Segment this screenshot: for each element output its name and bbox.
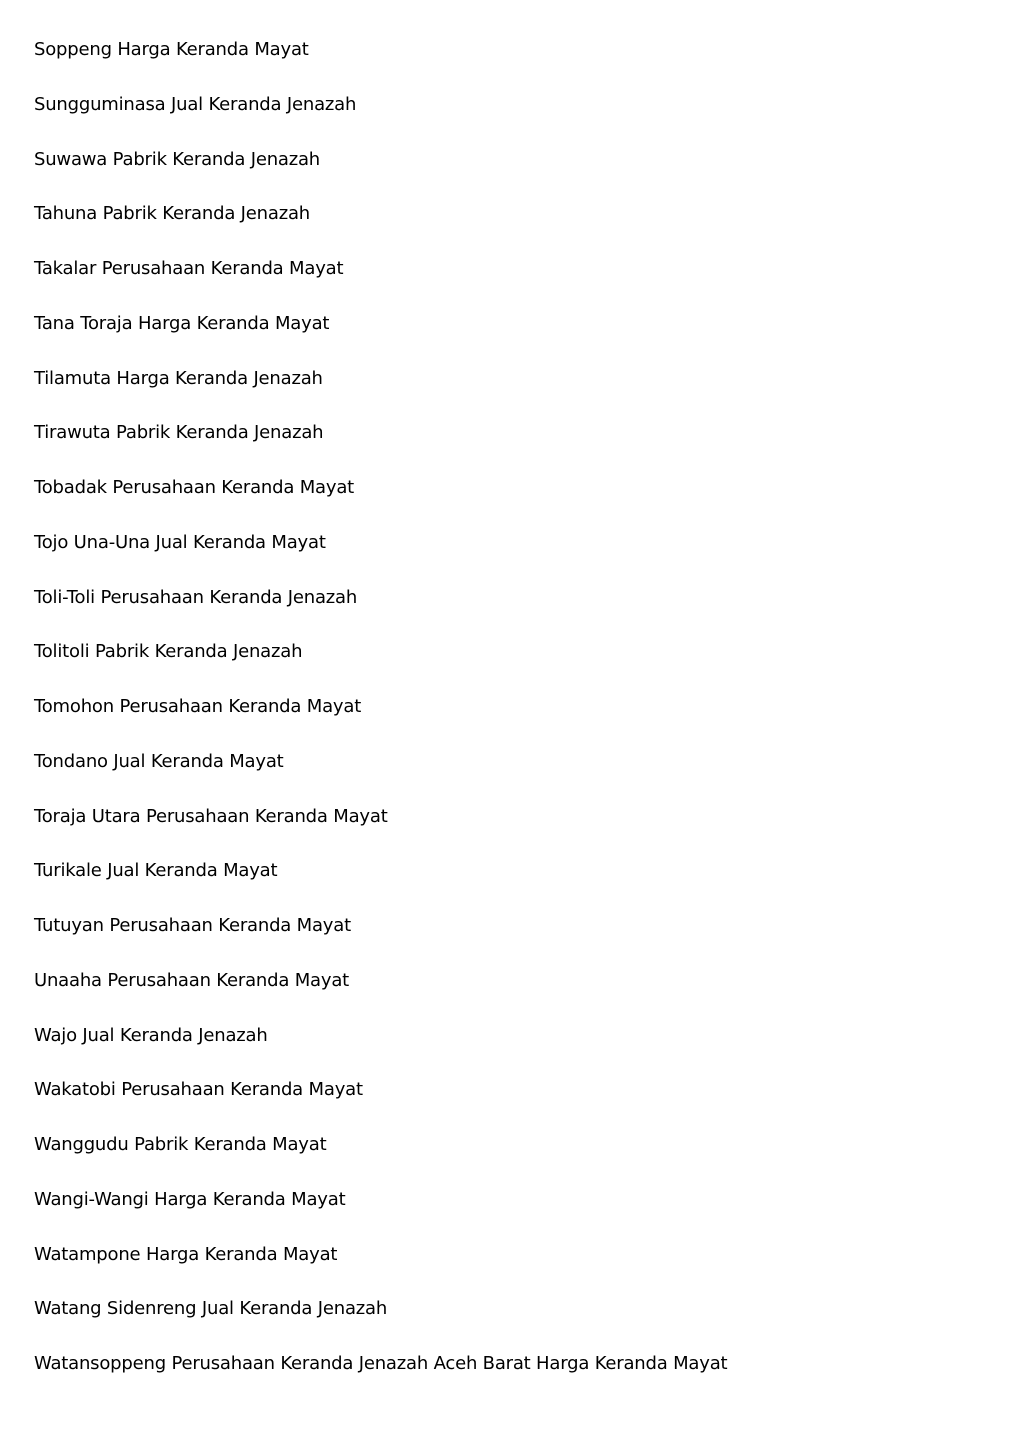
- text-line: Turikale Jual Keranda Mayat: [34, 860, 278, 882]
- text-line: Suwawa Pabrik Keranda Jenazah: [34, 148, 321, 170]
- text-line: Soppeng Harga Keranda Mayat: [34, 39, 309, 60]
- text-line: Tirawuta Pabrik Keranda Jenazah: [34, 422, 324, 444]
- text-line: Watang Sidenreng Jual Keranda Jenazah: [34, 1298, 388, 1320]
- text-line: Watampone Harga Keranda Mayat: [34, 1243, 338, 1265]
- text-line: Wajo Jual Keranda Jenazah: [34, 1024, 268, 1046]
- text-line: Tobadak Perusahaan Keranda Mayat: [34, 477, 355, 498]
- text-line: Wakatobi Perusahaan Keranda Mayat: [34, 1079, 363, 1101]
- text-line: Toraja Utara Perusahaan Keranda Mayat: [34, 805, 388, 827]
- text-line: Sungguminasa Jual Keranda Jenazah: [34, 93, 357, 115]
- text-line: Wanggudu Pabrik Keranda Mayat: [34, 1134, 327, 1155]
- text-line: Tahuna Pabrik Keranda Jenazah: [34, 203, 310, 225]
- text-line: Tomohon Perusahaan Keranda Mayat: [34, 696, 362, 717]
- text-line: Toli-Toli Perusahaan Keranda Jenazah: [34, 586, 358, 608]
- text-line: Wangi-Wangi Harga Keranda Mayat: [34, 1188, 346, 1210]
- text-line: Tutuyan Perusahaan Keranda Mayat: [34, 915, 351, 936]
- text-line: Tojo Una-Una Jual Keranda Mayat: [34, 531, 326, 553]
- text-line-list: [34, 37, 727, 1406]
- text-line: Tana Toraja Harga Keranda Mayat: [34, 312, 330, 334]
- text-line: Watansoppeng Perusahaan Keranda Jenazah Aceh Barat Harga Keranda Mayat: [34, 1353, 728, 1374]
- text-line: Unaaha Perusahaan Keranda Mayat: [34, 969, 350, 991]
- text-line: Tolitoli Pabrik Keranda Jenazah: [34, 641, 303, 663]
- text-line: Takalar Perusahaan Keranda Mayat: [34, 258, 344, 279]
- text-line: Tilamuta Harga Keranda Jenazah: [34, 367, 323, 389]
- text-line: Tondano Jual Keranda Mayat: [34, 750, 284, 772]
